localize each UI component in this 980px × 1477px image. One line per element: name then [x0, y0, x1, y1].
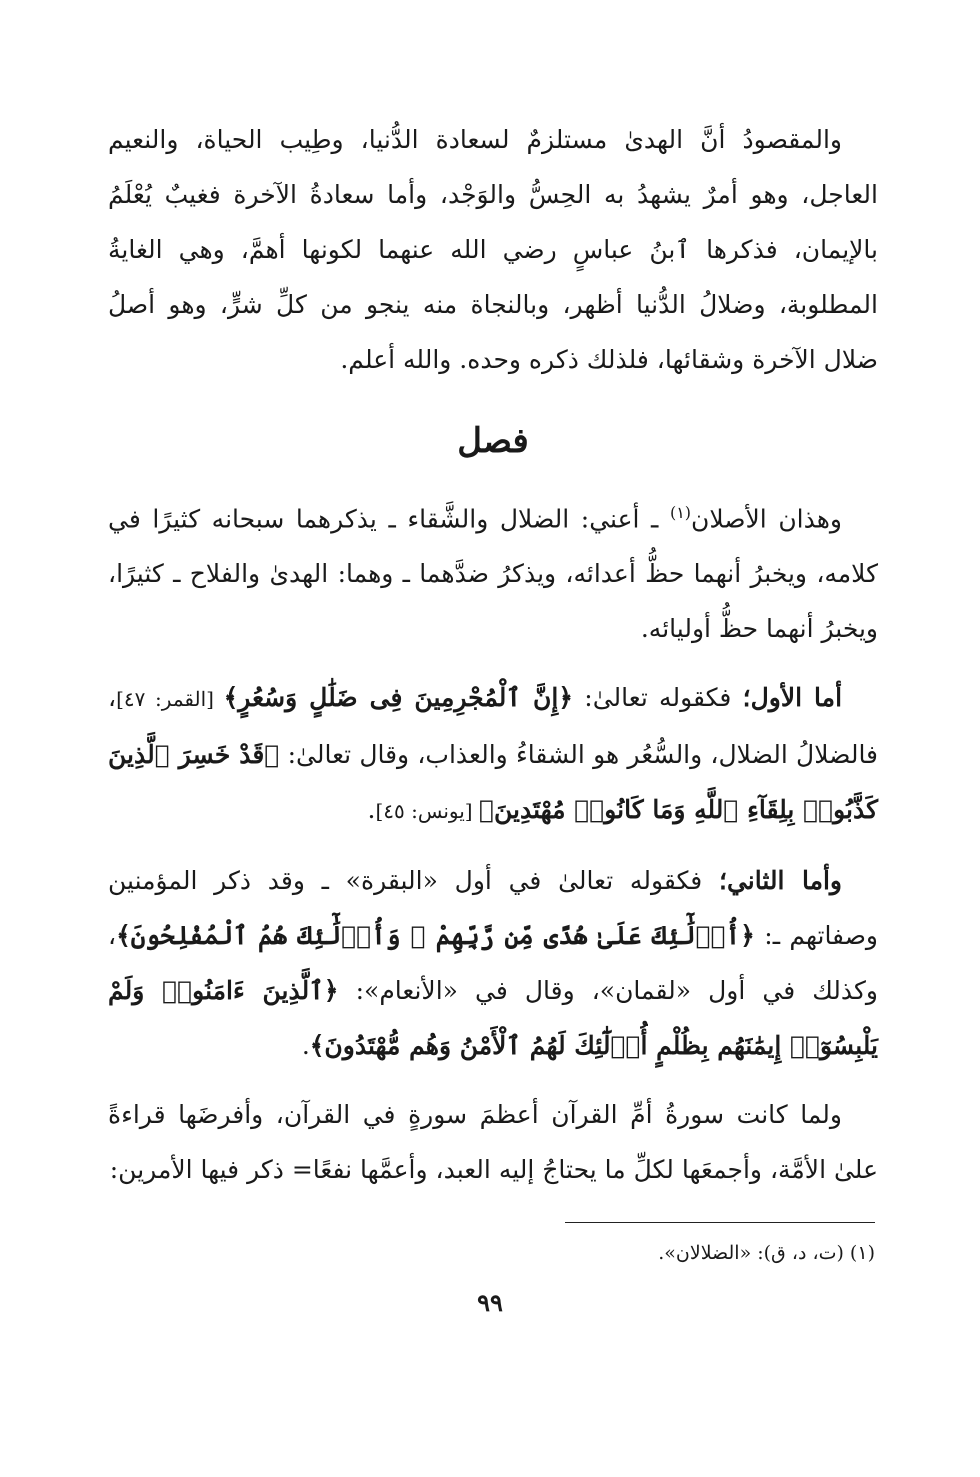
- quran-verse-baqara: ﴿أُو۟لَٰٓئِكَ عَلَىٰ هُدًى مِّن رَّبِّهِمْ ۖ وَأُو۟لَٰٓئِكَ هُمُ ٱلْمُفْلِحُونَ﴾: [116, 921, 755, 951]
- paragraph-3-text-2: ، فالضلالُ الضلال، والسُّعُر هو الشقاءُ والعذاب، وقال تعالىٰ:: [108, 683, 879, 770]
- quran-verse-yunus: ﴿قَدْ خَسِرَ ٱلَّذِينَ كَذَّبُوا۟ بِلِقَآءِ ٱللَّهِ وَمَا كَانُوا۟ مُهْتَدِينَ﴾: [108, 740, 878, 825]
- paragraph-5: ولما كانت سورةُ أمِّ القرآن أعظمَ سورةٍ في القرآن، وأفرضَها قراءةً علىٰ الأمَّة، وأجمعَها لكلِّ ما يحتاجُ إليه العبد، وأعمَّها نفعًا= ذكر فيها الأمرين:: [108, 1100, 878, 1185]
- paragraph-2-start: وهذان الأصلان: [691, 504, 842, 534]
- paragraph-3-text-3: .: [367, 795, 376, 825]
- paragraph-3: [108, 670, 878, 839]
- footnote-divider: [565, 1222, 875, 1223]
- paragraph-4-lead: وأما الثاني؛: [719, 866, 842, 896]
- paragraph-2-rest: ـ أعني: الضلال والشَّقاء ـ يذكرهما سبحانه كثيرًا في كلامه، ويخبرُ أنهما حظُّ أعدائه، ويذكرُ ضدَّهما ـ وهما: الهدىٰ والفلاح ـ كثيرًا، ويخبرُ أنهما حظُّ أوليائه.: [108, 504, 878, 644]
- paragraph-4-text-3: .: [301, 1031, 310, 1061]
- citation-qamar: [القمر: ٤٧]: [116, 687, 224, 712]
- paragraph-2: [108, 485, 878, 656]
- paragraph-4-text-1: فكقوله تعالىٰ في أول «البقرة» ـ وقد ذكر المؤمنين وصفاتهم ـ:: [108, 866, 879, 951]
- quran-verse-anam: ﴿ٱلَّذِينَ ءَامَنُوا۟ وَلَمْ يَلْبِسُوٓا۟ إِيمَٰنَهُم بِظُلْمٍ أُو۟لَٰٓئِكَ لَهُمُ ٱلْأَمْنُ وَهُم مُّهْتَدُونَ﴾: [108, 976, 878, 1061]
- page-body: [108, 112, 878, 1197]
- paragraph-4-text-2: ، وكذلك في أول «لقمان»، وقال في «الأنعام»:: [108, 921, 878, 1006]
- paragraph-4: [108, 853, 878, 1073]
- footnote: (١) (ت، د، ق): «الضلالان».: [658, 1242, 875, 1264]
- paragraph-1: والمقصودُ أنَّ الهدىٰ مستلزمٌ لسعادة الدُّنيا، وطِيب الحياة، والنعيم العاجل، وهو أمرٌ يشهدُ به الحِسُّ والوَجْد، وأما سعادةُ الآخرة فغيبٌ يُعْلَمُ بالإيمان، فذكرها ٱبنُ عباسٍ رضي الله عنهما لكونها أهمَّ، وهي الغايةُ المطلوبة، وضلالُ الدُّنيا أظهر، وبالنجاة منه ينجو من كلِّ شرٍّ، وهو أصلُ ضلال الآخرة وشقائها، فلذلك ذكره وحده. والله أعلم.: [108, 125, 878, 374]
- footnote-reference: (١): [669, 503, 692, 522]
- paragraph-3-lead: أما الأول؛: [742, 683, 843, 713]
- quran-verse-qamar: ﴿إِنَّ ٱلْمُجْرِمِينَ فِى ضَلَٰلٍ وَسُعُرٍ﴾: [223, 683, 574, 713]
- page-number: ٩٩: [477, 1288, 503, 1317]
- citation-yunus: [يونس: ٤٥]: [375, 799, 479, 824]
- paragraph-3-text-1: فكقوله تعالىٰ:: [573, 683, 743, 713]
- section-heading: فصل: [457, 421, 529, 461]
